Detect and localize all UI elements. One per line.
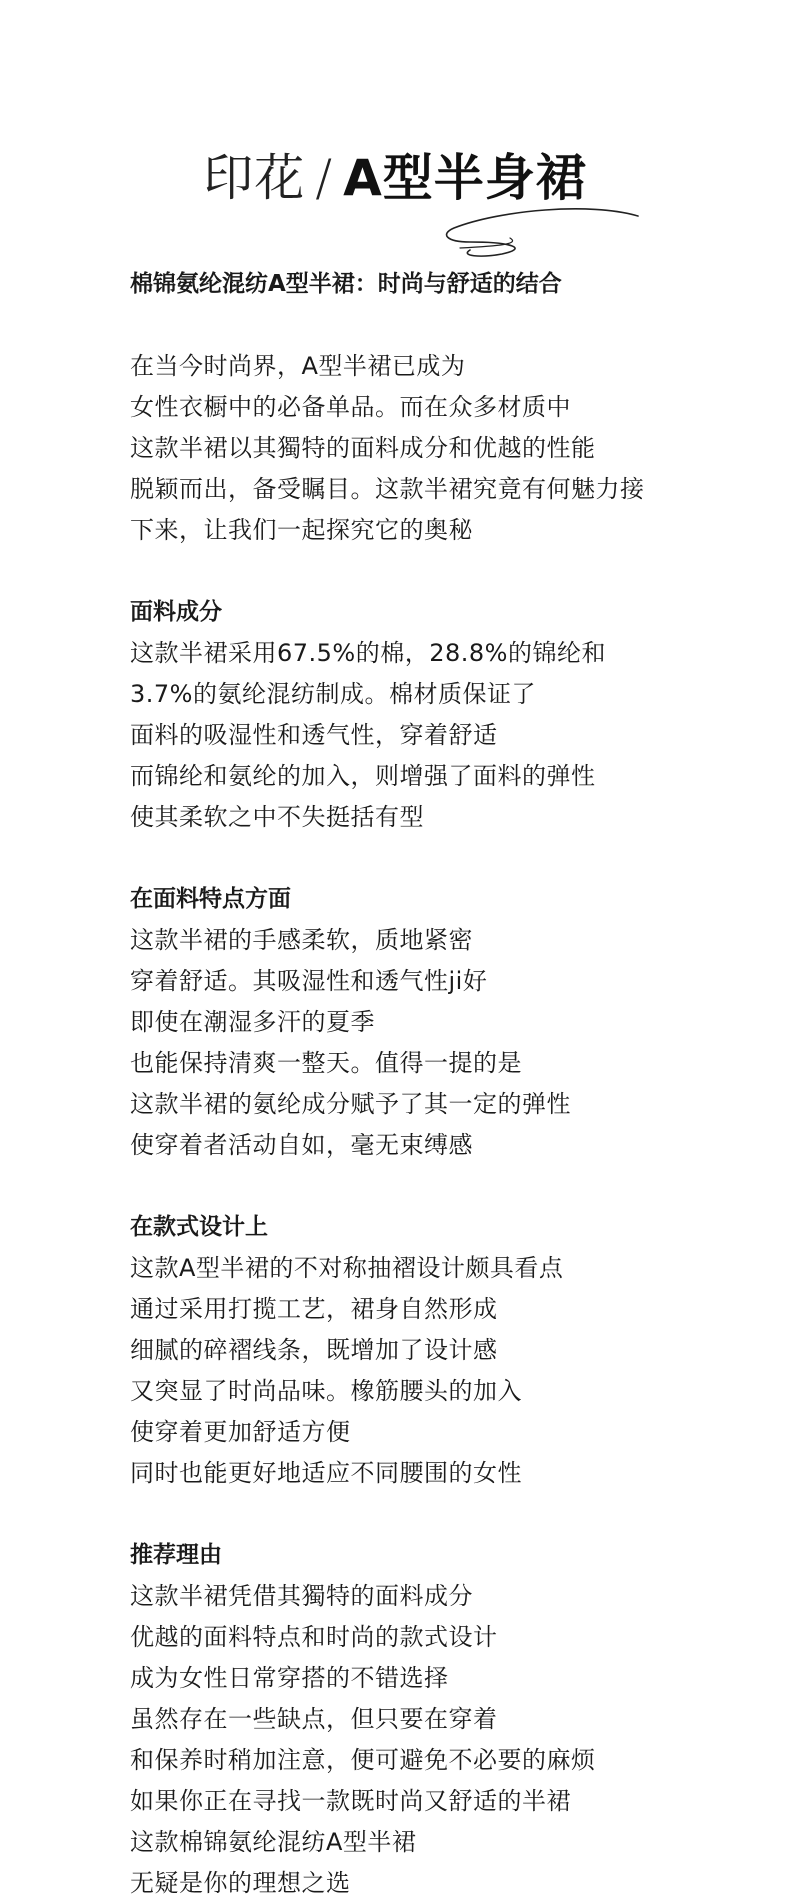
section-line: 成为女性日常穿搭的不错选择 (130, 1664, 449, 1692)
section-line: 同时也能更好地适应不同腰围的女性 (130, 1459, 522, 1487)
section-heading: 面料成分 (130, 599, 222, 625)
section-heading: 在面料特点方面 (130, 886, 291, 912)
section-line: 使穿着更加舒适方便 (130, 1418, 351, 1446)
section-line: 这款半裙采用67.5%的棉，28.8%的锦纶和 (130, 639, 606, 667)
intro-line: 下来，让我们一起探究它的奥秘 (130, 516, 473, 544)
section-recommendation (130, 1535, 770, 1904)
section-line: 优越的面料特点和时尚的款式设计 (130, 1623, 498, 1651)
section-line: 使穿着者活动自如，毫无束缚感 (130, 1131, 473, 1159)
section-line: 和保养时稍加注意，便可避免不必要的麻烦 (130, 1746, 596, 1774)
article-headline: 棉锦氨纶混纺A型半裙：时尚与舒适的结合 (130, 271, 562, 297)
section-line: 虽然存在一些缺点，但只要在穿着 (130, 1705, 498, 1733)
section-line: 使其柔软之中不失挺括有型 (130, 803, 424, 831)
section-line: 这款棉锦氨纶混纺A型半裙 (130, 1828, 417, 1856)
section-line: 这款半裙凭借其獨特的面料成分 (130, 1582, 473, 1610)
intro-line: 女性衣橱中的必备单品。而在众多材质中 (130, 393, 571, 421)
title-main: A型半身裙 (343, 149, 587, 207)
decorative-swoosh-icon (440, 198, 640, 268)
section-line: 又突显了时尚品味。橡筋腰头的加入 (130, 1377, 522, 1405)
section-line: 3.7%的氨纶混纺制成。棉材质保证了 (130, 680, 536, 708)
page-title-block (0, 148, 790, 208)
section-fabric-features (130, 879, 770, 1166)
section-line: 通过采用打揽工艺，裙身自然形成 (130, 1295, 498, 1323)
section-line: 即使在潮湿多汗的夏季 (130, 1008, 375, 1036)
intro-line: 这款半裙以其獨特的面料成分和优越的性能 (130, 434, 596, 462)
section-line: 如果你正在寻找一款既时尚又舒适的半裙 (130, 1787, 571, 1815)
section-line: 也能保持清爽一整天。值得一提的是 (130, 1049, 522, 1077)
section-line: 这款半裙的氨纶成分赋予了其一定的弹性 (130, 1090, 571, 1118)
section-heading: 推荐理由 (130, 1542, 222, 1568)
section-line: 这款A型半裙的不对称抽褶设计颇具看点 (130, 1254, 564, 1282)
section-line: 这款半裙的手感柔软，质地紧密 (130, 926, 473, 954)
article-body (130, 264, 770, 1904)
section-line: 而锦纶和氨纶的加入，则增强了面料的弹性 (130, 762, 596, 790)
section-line: 穿着舒适。其吸湿性和透气性ji好 (130, 967, 488, 995)
section-style-design (130, 1207, 770, 1494)
title-prefix: 印花 (203, 149, 306, 207)
title-separator: / (315, 149, 334, 207)
intro-line: 脱颖而出，备受瞩目。这款半裙究竟有何魅力接 (130, 475, 645, 503)
section-line: 面料的吸湿性和透气性，穿着舒适 (130, 721, 498, 749)
section-line: 无疑是你的理想之选 (130, 1869, 351, 1897)
intro-line: 在当今时尚界，A型半裙已成为 (130, 352, 466, 380)
intro-paragraph (130, 346, 770, 551)
section-heading: 在款式设计上 (130, 1214, 268, 1240)
section-fabric-composition (130, 592, 770, 838)
section-line: 细腻的碎褶线条，既增加了设计感 (130, 1336, 498, 1364)
